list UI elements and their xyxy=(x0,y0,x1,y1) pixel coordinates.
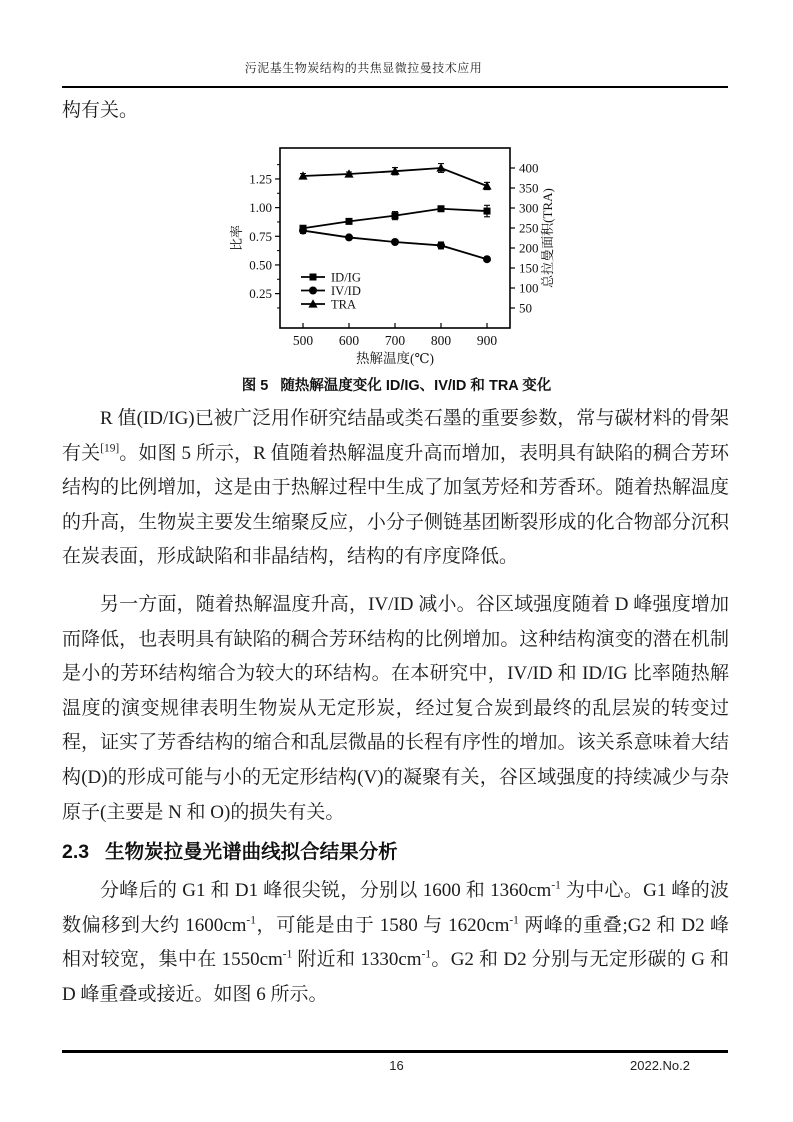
footer-issue: 2022.No.2 xyxy=(630,1058,690,1073)
paragraph-1: R 值(ID/IG)已被广泛用作研究结晶或类石墨的重要参数，常与碳材料的骨架有关[19]。如图 5 所示，R 值随着热解温度升高而增加，表明具有缺陷的稠合芳环结构的比例增加，这是由于热解过程中生成了加氢芳烃和芳香环。随着热解温度的升高，生物炭主要发生缩聚反应，小分子侧链基团断裂形成的化合物部分沉积在炭表面，形成缺陷和非晶结构，结构的有序度降低。 xyxy=(62,408,729,568)
svg-text:350: 350 xyxy=(519,180,539,196)
figure5-caption xyxy=(0,374,793,395)
footer-page-number: 16 xyxy=(389,1058,404,1073)
svg-text:800: 800 xyxy=(430,333,452,348)
figure5-caption-label: 图 5 xyxy=(241,378,269,394)
svg-text:100: 100 xyxy=(519,280,539,296)
paragraph-continuation: 构有关。 xyxy=(62,100,139,121)
svg-text:TRA: TRA xyxy=(331,297,356,312)
svg-text:400: 400 xyxy=(519,160,539,176)
section-title: 生物炭拉曼光谱曲线拟合结果分析 xyxy=(105,841,398,863)
paragraph-2: 另一方面，随着热解温度升高，IV/ID 减小。谷区域强度随着 D 峰强度增加而降低，也表明具有缺陷的稠合芳环结构的比例增加。这种结构演变的潜在机制是小的芳环结构缩合为较大的环结构。在本研究中，IV/ID 和 ID/IG 比率随热解温度的演变规律表明生物炭从无定形炭，经过复合炭到最终的乱层炭的转变过程，证实了芳香结构的缩合和乱层微晶的长程有序性的增加。该关系意味着大结构(D)的形成可能与小的无定形结构(V)的凝聚有关，谷区域强度的持续减少与杂原子(主要是 N 和 O)的损失有关。 xyxy=(62,594,729,823)
svg-text:700: 700 xyxy=(384,333,406,348)
figure5 xyxy=(228,142,568,370)
paragraph-3: 分峰后的 G1 和 D1 峰很尖锐，分别以 1600 和 $1360cm^{-1}$ 为中心。G1 峰的波数偏移到大约 $1600cm^{-1}$，可能是由于 1580 与 $1620cm^{-1}$ 两峰的重叠;G2 和 D2 峰相对较宽，集中在 $1550cm^{-1}$ 附近和 $1330cm^{-1}$。G2 和 D2 分别与无定形碳的 G 和 D 峰重叠或接近。如图 6 所示。 xyxy=(62,879,729,1005)
svg-text:总拉曼面积(TRA): 总拉曼面积(TRA) xyxy=(540,188,555,288)
running-title: 污泥基生物炭结构的共焦显微拉曼技术应用 xyxy=(244,61,483,75)
svg-text:300: 300 xyxy=(519,200,539,216)
svg-text:1.25: 1.25 xyxy=(249,171,272,187)
svg-text:500: 500 xyxy=(292,333,314,348)
footer-rule xyxy=(62,1050,728,1053)
figure5-chart-svg xyxy=(228,142,568,370)
svg-text:1.00: 1.00 xyxy=(249,200,272,216)
svg-text:150: 150 xyxy=(519,260,539,276)
svg-text:0.50: 0.50 xyxy=(249,257,272,273)
svg-text:ID/IG: ID/IG xyxy=(331,270,361,285)
svg-text:热解温度(℃): 热解温度(℃) xyxy=(355,351,435,366)
header-rule xyxy=(62,86,728,88)
svg-text:250: 250 xyxy=(519,220,539,236)
svg-text:50: 50 xyxy=(519,300,532,316)
svg-text:600: 600 xyxy=(338,333,360,348)
section-heading-2-3 xyxy=(62,836,729,864)
svg-text:IV/ID: IV/ID xyxy=(331,284,361,298)
svg-text:比率: 比率 xyxy=(229,224,244,252)
figure5-caption-text: 随热解温度变化 ID/IG、IV/ID 和 TRA 变化 xyxy=(280,378,552,394)
svg-text:200: 200 xyxy=(519,240,539,256)
svg-text:0.75: 0.75 xyxy=(249,228,272,244)
section-number: 2.3 xyxy=(62,841,90,863)
svg-text:0.25: 0.25 xyxy=(249,286,272,302)
svg-text:900: 900 xyxy=(476,333,498,348)
